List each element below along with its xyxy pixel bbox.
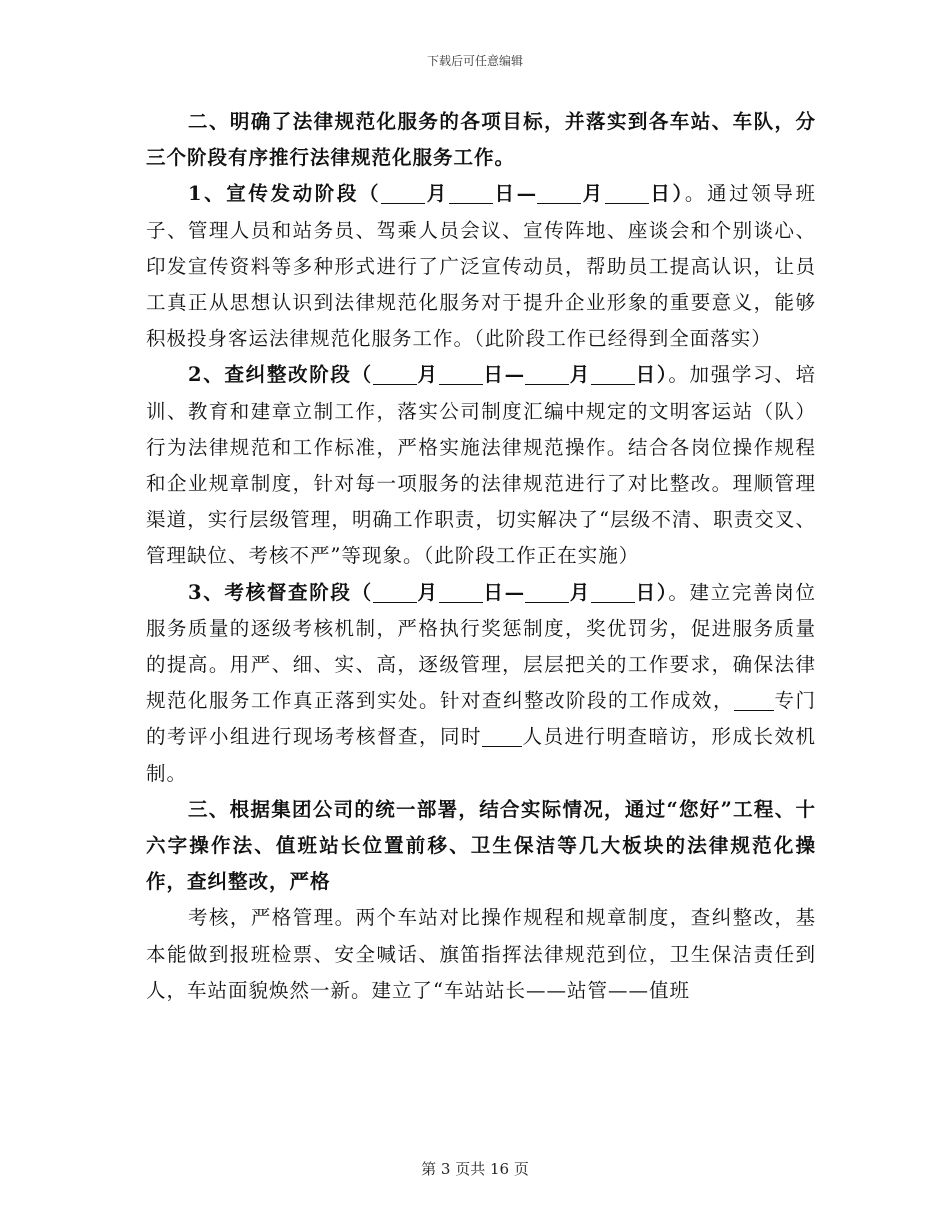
stage-2-paragraph [146, 357, 816, 574]
blank-line [482, 726, 522, 747]
stage-1-open-paren: （ [358, 182, 382, 206]
blank-line [537, 183, 581, 204]
stage-3-tail-b: 人员进行明查暗访，形成长效机制。 [146, 725, 816, 785]
stage-1-month-end: 月 [581, 182, 605, 206]
blank-line [605, 183, 649, 204]
stage-1-month: 月 [425, 182, 449, 206]
stage-2-month-end: 月 [569, 363, 591, 387]
stage-1-paragraph [146, 176, 816, 357]
blank-line [591, 364, 635, 385]
stage-2-day: 日 [482, 363, 505, 387]
stage-2-day-end: 日 [634, 363, 657, 387]
section-3-body: 考核，严格管理。两个车站对比操作规程和规章制度，查纠整改，基本能做到报班检票、安全喊话、旗笛指挥法律规范到位，卫生保洁责任到人，车站面貌焕然一新。建立了“车站站长——站管——值班 [146, 906, 816, 1002]
stage-3-month-end: 月 [569, 580, 591, 604]
stage-3-month: 月 [416, 580, 439, 604]
stage-1-title: 1、宣传发动阶段 [188, 182, 359, 206]
blank-line [373, 364, 417, 385]
document-body [146, 104, 816, 1009]
stage-1-day-end: 日 [648, 182, 673, 206]
blank-line [734, 690, 774, 711]
blank-line [381, 183, 425, 204]
page-footer: 第 3 页共 16 页 [421, 1160, 529, 1178]
stage-1-dash: — [516, 182, 538, 206]
stage-3-open-paren: （ [351, 580, 373, 604]
stage-2-title: 2、查纠整改阶段 [188, 363, 352, 387]
stage-1-close-paren: ） [672, 182, 685, 206]
stage-3-close-paren: ） [656, 580, 669, 604]
blank-line [449, 183, 493, 204]
blank-line [525, 582, 569, 603]
blank-line [525, 364, 569, 385]
stage-3-body: 。建立完善岗位服务质量的逐级考核机制，严格执行奖惩制度，奖优罚劣，促进服务质量的提高。用严、细、实、高，逐级管理，层层把关的工作要求，确保法律规范化服务工作真正落到实处。针对查纠整改阶段的工作成效， [146, 580, 816, 713]
stage-3-dash: — [504, 580, 526, 604]
stage-1-day: 日 [492, 182, 517, 206]
blank-line [373, 582, 417, 603]
stage-2-open-paren: （ [351, 363, 373, 387]
section-3-heading: 三、根据集团公司的统一部署，结合实际情况，通过“您好”工程、十六字操作法、值班站长位置前移、卫生保洁等几大板块的法律规范化操作，查纠整改，严格 [146, 797, 816, 894]
blank-line [439, 364, 483, 385]
blank-line [591, 582, 635, 603]
blank-line [439, 582, 483, 603]
page-header: 下载后可任意编辑 [426, 54, 523, 68]
stage-2-dash: — [504, 363, 526, 387]
stage-3-day-end: 日 [634, 580, 657, 604]
stage-2-close-paren: ） [656, 363, 669, 387]
section-2-heading: 二、明确了法律规范化服务的各项目标，并落实到各车站、车队，分三个阶段有序推行法律规范化服务工作。 [146, 110, 816, 170]
stage-3-paragraph [146, 575, 816, 792]
stage-3-day: 日 [482, 580, 505, 604]
stage-2-body: 。加强学习、培训、教育和建章立制工作，落实公司制度汇编中规定的文明客运站（队）行为法律规范和工作标准，严格实施法律规范操作。结合各岗位操作规程和企业规章制度，针对每一项服务的法律规范进行了对比整改。理顺管理渠道，实行层级管理，明确工作职责，切实解决了“层级不清、职责交叉、管理缺位、考核不严”等现象。（此阶段工作正在实施） [146, 363, 816, 568]
stage-1-body: 。通过领导班子、管理人员和站务员、驾乘人员会议、宣传阵地、座谈会和个别谈心、印发宣传资料等多种形式进行了广泛宣传动员，帮助员工提高认识，让员工真正从思想认识到法律规范化服务对于提升企业形象的重要意义，能够积极投身客运法律规范化服务工作。（此阶段工作已经得到全面落实） [146, 182, 816, 351]
stage-2-month: 月 [416, 363, 439, 387]
stage-3-tail-a: 专门的考评小组进行现场考核督查，同时 [146, 689, 816, 749]
stage-3-title: 3、考核督查阶段 [188, 580, 352, 604]
